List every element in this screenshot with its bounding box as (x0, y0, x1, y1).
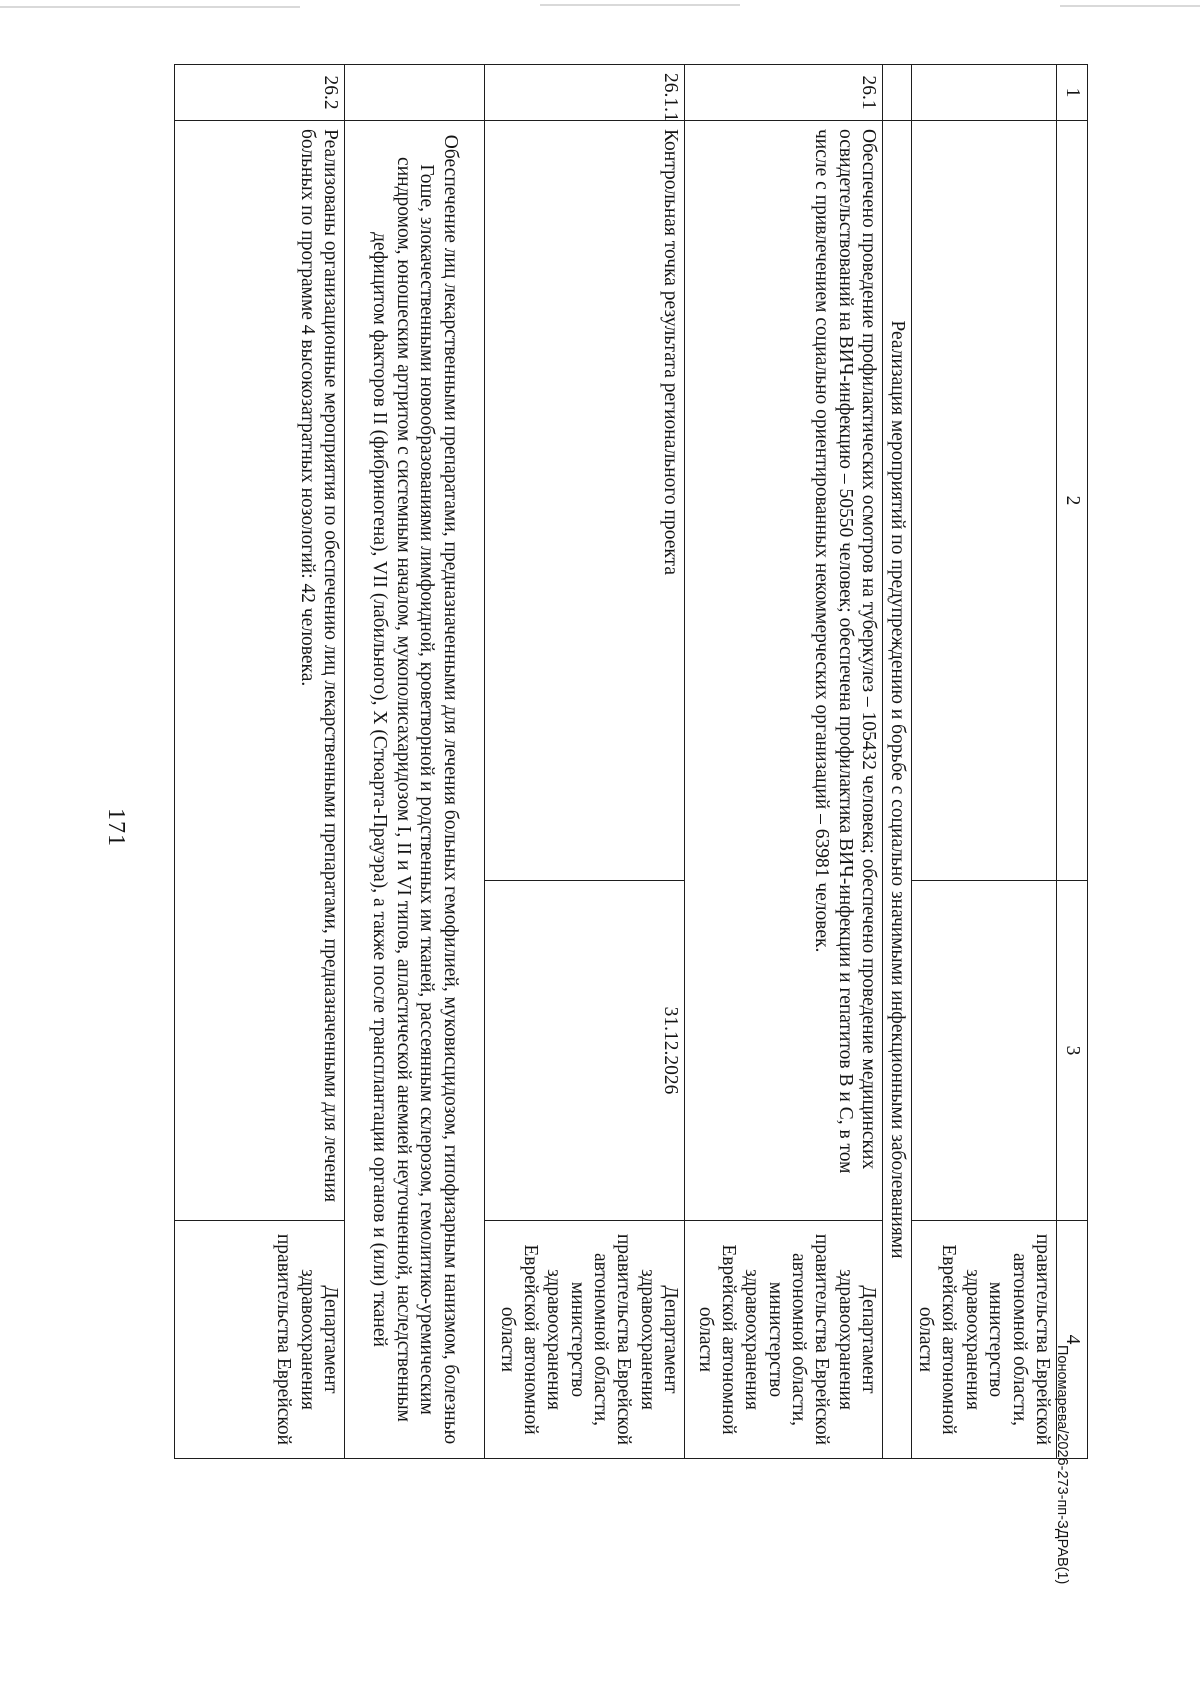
plan-table (174, 64, 1088, 1459)
section-row (345, 65, 485, 1459)
row-number: 26.1 (685, 65, 883, 121)
deadline-date: 31.12.2026 (485, 881, 685, 1221)
column-header-2: 2 (1057, 121, 1088, 881)
responsible-org-cell: правительства Еврейской автономной области, министерство здравоохранения Еврейской автономной области (911, 1221, 1056, 1459)
scan-edge-mark (0, 6, 300, 8)
page-number: 171 (103, 808, 129, 847)
table-row (485, 65, 685, 1459)
row-number: 26.1.1 (485, 65, 685, 121)
section-row (883, 65, 911, 1459)
column-header-1: 1 (1057, 65, 1088, 121)
responsible-org-cell: Департамент здравоохранения правительства Еврейской (175, 1221, 345, 1459)
rotated-page-content (174, 64, 1088, 1458)
result-description: Обеспечено проведение профилактических осмотров на туберкулез – 105432 человека; обеспечено проведение медицинских освидетельствований на ВИЧ-инфекцию – 50550 человек; обеспечена профилактика ВИЧ-инфекции и гепатитов В и С, в том числе с привлечением социально ориентированных некоммерческих организаций – 63981 человек. (685, 121, 883, 1221)
result-description: Реализованы организационные мероприятия по обеспечению лиц лекарственными препаратами, предназначенными для лечения больных по программе 4 высокозатратных нозологий: 42 человека. (175, 121, 345, 1221)
row-number: 26.2 (175, 65, 345, 121)
table-cell (911, 65, 1056, 121)
table-cell (911, 121, 1056, 881)
table-row (685, 65, 883, 1459)
table-row (175, 65, 345, 1459)
column-header-3: 3 (1057, 881, 1088, 1221)
column-header-4: 4 (1057, 1221, 1088, 1459)
section-heading-26: Реализация мероприятий по предупреждению и борьбе с социально значимыми инфекционными заболеваниями (883, 121, 911, 1459)
table-cell (345, 65, 485, 121)
table-row (911, 65, 1056, 1459)
responsible-org-cell: Департамент здравоохранения правительства Еврейской автономной области, министерство здравоохранения Еврейской автономной области (685, 1221, 883, 1459)
scan-edge-mark (540, 4, 740, 6)
document-code-footer: Пономарева/2026-273-пп-ЗДРАВ(1) (1054, 1345, 1070, 1585)
section-heading-27: Обеспечение лиц лекарственными препаратами, предназначенными для лечения больных гемофилией, муковисцидозом, гипофизарным нанизмом, болезнью Гоше, злокачественными новообразованиями лимфоидной, кроветворной и родственных им тканей, рассеянным склерозом, гемолитико-уремическим синдромом, юношеским артритом с системным началом, мукополисахаридозом I, II и VI типов, апластической анемией неуточненной, наследственным дефицитом факторов II (фибриногена), VII (лабильного), X (Стюарта-Прауэра), а также после трансплантации органов и (или) тканей (345, 121, 485, 1459)
checkpoint-description: Контрольная точка результата регионального проекта (485, 121, 685, 881)
header-row (1057, 65, 1088, 1459)
table-cell (883, 65, 911, 121)
responsible-org-cell: Департамент здравоохранения правительства Еврейской автономной области, министерство здравоохранения Еврейской автономной области (485, 1221, 685, 1459)
table-cell (911, 881, 1056, 1221)
scan-edge-mark (1060, 5, 1200, 7)
